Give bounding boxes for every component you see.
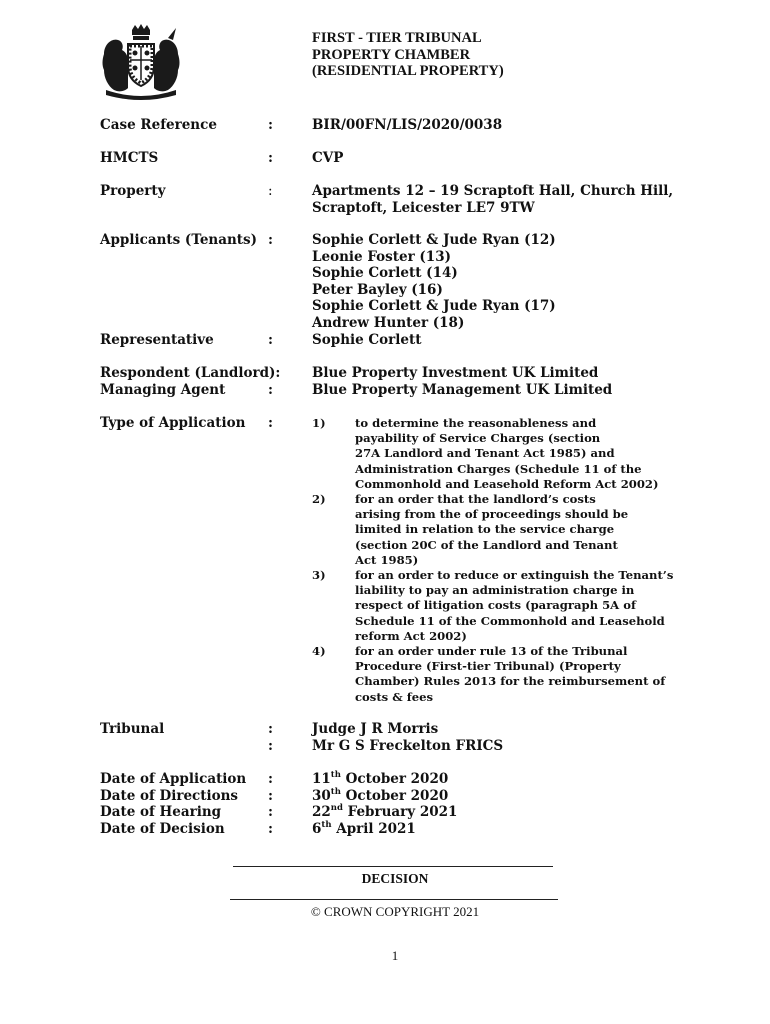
application-text-line: Procedure (First-tier Tribunal) (Property — [355, 659, 621, 674]
application-number: 1) — [312, 416, 326, 430]
applicants-label: Applicants (Tenants) — [100, 232, 258, 248]
case-reference-value: BIR/00FN/LIS/2020/0038 — [312, 117, 503, 133]
royal-coat-of-arms-icon — [98, 24, 184, 100]
date-colon: : — [268, 821, 273, 837]
date-of-decision-value: 6th April 2021 — [312, 819, 416, 837]
application-item — [312, 492, 692, 568]
date-of-directions-value: 30th October 2020 — [312, 786, 449, 804]
date-of-application-value: 11th October 2020 — [312, 769, 449, 787]
header-line-2: PROPERTY CHAMBER — [312, 46, 471, 63]
applicants-colon: : — [268, 232, 273, 248]
applicant-item: Sophie Corlett & Jude Ryan (12) — [312, 232, 556, 248]
decision-heading: DECISION — [361, 871, 429, 886]
respondent-value: Blue Property Investment UK Limited — [312, 365, 599, 381]
date-of-directions-label: Date of Directions — [100, 788, 239, 804]
tribunal-colon: : — [268, 738, 273, 754]
application-number: 4) — [312, 644, 326, 659]
applicant-item: Sophie Corlett (14) — [312, 265, 458, 281]
tribunal-member: Mr G S Freckelton FRICS — [312, 737, 504, 754]
date-colon: : — [268, 788, 273, 804]
copyright-notice: © CROWN COPYRIGHT 2021 — [310, 904, 480, 919]
property-line-1: Apartments 12 – 19 Scraptoft Hall, Church Hill, — [312, 183, 674, 199]
case-reference-colon: : — [268, 117, 273, 133]
header-line-1: FIRST - TIER TRIBUNAL — [312, 30, 482, 46]
applicant-item: Andrew Hunter (18) — [312, 314, 465, 331]
applicant-item: Sophie Corlett & Jude Ryan (17) — [312, 298, 556, 314]
divider — [233, 866, 553, 867]
header-line-3: (RESIDENTIAL PROPERTY) — [312, 63, 504, 79]
application-text-line: costs & fees — [355, 689, 434, 704]
respondent-label: Respondent (Landlord): — [100, 365, 281, 381]
application-number: 2) — [312, 492, 326, 507]
date-of-hearing-value: 22nd February 2021 — [312, 802, 458, 820]
hmcts-label: HMCTS — [100, 150, 159, 166]
application-text-line: liability to pay an administration charge in — [355, 583, 635, 598]
application-text-line: (section 20C of the Landlord and Tenant — [355, 537, 618, 552]
application-text-line: Schedule 11 of the Commonhold and Leasehold — [355, 613, 665, 628]
date-colon: : — [268, 804, 273, 820]
application-text-line: 27A Landlord and Tenant Act 1985) and — [355, 446, 615, 461]
representative-value: Sophie Corlett — [312, 332, 422, 348]
hmcts-colon: : — [268, 150, 273, 166]
date-colon: : — [268, 771, 273, 787]
application-text-line: Chamber) Rules 2013 for the reimbursement of — [355, 674, 666, 689]
applicant-item: Leonie Foster (13) — [312, 248, 451, 265]
page-number: 1 — [391, 948, 399, 963]
tribunal-member: Judge J R Morris — [312, 721, 439, 737]
application-text-line: limited in relation to the service charge — [355, 522, 615, 537]
divider — [230, 899, 558, 900]
application-number: 3) — [312, 568, 326, 583]
managing-agent-colon: : — [268, 382, 273, 398]
application-text-line: payability of Service Charges (section — [355, 431, 601, 446]
case-reference-label: Case Reference — [100, 117, 217, 133]
application-list — [312, 416, 692, 705]
application-text-line: for an order under rule 13 of the Tribunal — [355, 644, 628, 659]
hmcts-value: CVP — [312, 150, 344, 166]
managing-agent-value: Blue Property Management UK Limited — [312, 382, 613, 398]
application-text-line: Commonhold and Leasehold Reform Act 2002) — [355, 476, 659, 491]
date-of-decision-label: Date of Decision — [100, 821, 225, 837]
managing-agent-label: Managing Agent — [100, 382, 226, 398]
property-label: Property — [100, 183, 166, 199]
property-value — [312, 183, 673, 216]
tribunal-colon: : — [268, 721, 273, 737]
representative-colon: : — [268, 332, 273, 348]
property-colon: : — [268, 183, 273, 199]
applicants-list — [312, 232, 556, 331]
application-text-line: Act 1985) — [355, 552, 419, 567]
date-of-hearing-label: Date of Hearing — [100, 804, 222, 820]
property-line-2: Scraptoft, Leicester LE7 9TW — [312, 199, 535, 216]
application-text-line: to determine the reasonableness and — [355, 416, 597, 430]
application-text-line: arising from the of proceedings should be — [355, 507, 629, 522]
tribunal-header — [312, 30, 504, 80]
application-text-line: respect of litigation costs (paragraph 5A of — [355, 598, 636, 613]
tribunal-label: Tribunal — [100, 721, 165, 737]
application-text-line: reform Act 2002) — [355, 628, 467, 643]
applicant-item: Peter Bayley (16) — [312, 281, 443, 298]
application-item — [312, 568, 692, 644]
application-item — [312, 644, 692, 705]
type-of-application-label: Type of Application — [100, 415, 246, 431]
representative-label: Representative — [100, 332, 214, 348]
tribunal-members — [312, 721, 503, 754]
type-of-application-colon: : — [268, 415, 273, 431]
application-text-line: for an order that the landlord’s costs — [355, 492, 596, 507]
application-text-line: for an order to reduce or extinguish the Tenant’s — [355, 568, 674, 583]
date-of-application-label: Date of Application — [100, 771, 247, 787]
application-text-line: Administration Charges (Schedule 11 of the — [355, 461, 642, 476]
application-item — [312, 416, 692, 492]
